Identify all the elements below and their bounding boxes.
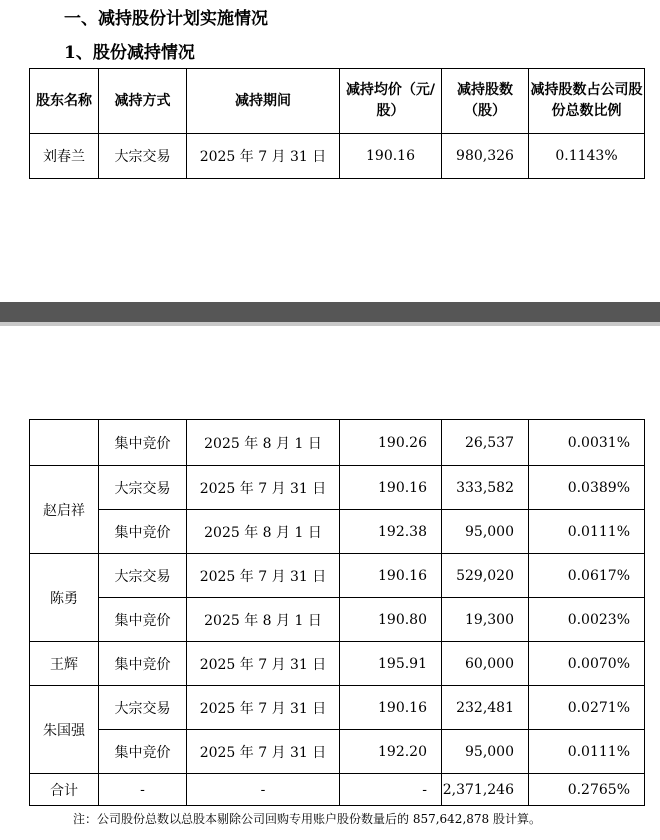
table-row [30,510,645,554]
price-cell: 190.26 [340,420,442,466]
method-cell: 大宗交易 [99,466,187,510]
method-cell: 集中竞价 [99,510,187,554]
method-cell: 大宗交易 [99,134,187,179]
page-break-shadow [0,322,660,326]
total-date: - [187,774,340,806]
total-method: - [99,774,187,806]
price-cell: 190.16 [340,686,442,730]
date-cell: 2025 年 8 月 1 日 [187,510,340,554]
date-cell: 2025 年 7 月 31 日 [187,466,340,510]
date-cell: 2025 年 7 月 31 日 [187,730,340,774]
total-row [30,774,645,806]
reduction-table-top [29,68,645,179]
table-row [30,642,645,686]
total-label: 合计 [30,774,99,806]
footnote: 注：公司股份总数以总股本剔除公司回购专用账户股份数量后的 857,642,878 股计算。 [73,812,541,826]
date-cell: 2025 年 7 月 31 日 [187,554,340,598]
price-cell: 195.91 [340,642,442,686]
header-period: 减持期间 [187,69,340,134]
header-holder: 股东名称 [30,69,99,134]
price-cell: 192.20 [340,730,442,774]
table-row [30,730,645,774]
shares-cell: 26,537 [442,420,529,466]
header-avg-price: 减持均价（元/股） [340,69,442,134]
ratio-cell: 0.0070% [529,642,645,686]
price-cell: 190.80 [340,598,442,642]
header-ratio: 减持股数占公司股份总数比例 [529,69,645,134]
shares-cell: 333,582 [442,466,529,510]
date-cell: 2025 年 8 月 1 日 [187,420,340,466]
ratio-cell: 0.0271% [529,686,645,730]
ratio-cell: 0.0111% [529,730,645,774]
shares-cell: 60,000 [442,642,529,686]
method-cell: 集中竞价 [99,730,187,774]
section-subtitle: 1、股份减持情况 [64,43,195,63]
method-cell: 大宗交易 [99,554,187,598]
holder-cell: 陈勇 [30,554,99,642]
shares-cell: 529,020 [442,554,529,598]
ratio-cell: 0.0617% [529,554,645,598]
table-row [30,466,645,510]
method-cell: 集中竞价 [99,642,187,686]
ratio-cell: 0.0111% [529,510,645,554]
price-cell: 190.16 [340,466,442,510]
shares-cell: 95,000 [442,510,529,554]
ratio-cell: 0.0031% [529,420,645,466]
holder-cell: 王辉 [30,642,99,686]
total-shares: 2,371,246 [442,774,529,806]
total-price: - [340,774,442,806]
holder-cell [30,420,99,466]
holder-cell: 赵启祥 [30,466,99,554]
method-cell: 集中竞价 [99,598,187,642]
total-ratio: 0.2765% [529,774,645,806]
ratio-cell: 0.0023% [529,598,645,642]
price-cell: 190.16 [340,554,442,598]
header-shares: 减持股数（股） [442,69,529,134]
shares-cell: 19,300 [442,598,529,642]
shares-cell: 980,326 [442,134,529,179]
date-cell: 2025 年 8 月 1 日 [187,598,340,642]
section-title: 一、减持股份计划实施情况 [64,9,268,29]
table-row [30,420,645,466]
date-cell: 2025 年 7 月 31 日 [187,642,340,686]
page-break-band [0,302,660,322]
method-cell: 集中竞价 [99,420,187,466]
shares-cell: 95,000 [442,730,529,774]
header-method: 减持方式 [99,69,187,134]
date-cell: 2025 年 7 月 31 日 [187,686,340,730]
method-cell: 大宗交易 [99,686,187,730]
holder-cell: 刘春兰 [30,134,99,179]
date-cell: 2025 年 7 月 31 日 [187,134,340,179]
holder-cell: 朱国强 [30,686,99,774]
price-cell: 192.38 [340,510,442,554]
table-row [30,686,645,730]
price-cell: 190.16 [340,134,442,179]
reduction-table-bottom [29,419,645,806]
header-row [30,69,645,134]
table-row [30,554,645,598]
table-row [30,134,645,179]
table-row [30,598,645,642]
ratio-cell: 0.0389% [529,466,645,510]
ratio-cell: 0.1143% [529,134,645,179]
shares-cell: 232,481 [442,686,529,730]
